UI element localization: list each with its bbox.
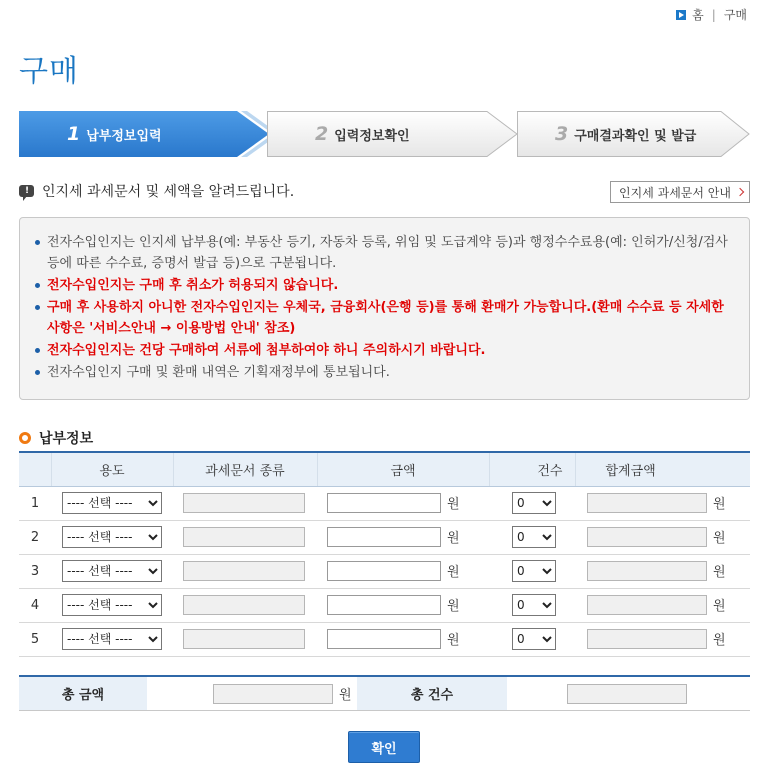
total-count-cell xyxy=(507,677,750,710)
payment-info-table xyxy=(19,451,750,657)
table-row xyxy=(19,486,750,520)
doc-type-field[interactable] xyxy=(183,595,305,615)
use-cell xyxy=(51,486,173,520)
use-select[interactable] xyxy=(62,492,162,514)
doc-type-field[interactable] xyxy=(183,493,305,513)
top-breadcrumb xyxy=(676,6,747,23)
count-cell xyxy=(489,554,575,588)
amount-input[interactable] xyxy=(327,595,441,615)
progress-steps xyxy=(19,111,750,159)
step-3-label: 구매결과확인 및 발급 xyxy=(574,128,697,144)
use-select[interactable] xyxy=(62,594,162,616)
sum-cell xyxy=(575,486,750,520)
notice-item: 전자수입인지는 인지세 납부용(예: 부동산 등기, 자동차 등록, 위임 및 도급계약 등)과 행정수수료용(예: 인허가/신청/검사 등에 따른 수수료, 증명서 발급 등)으로 구분됩니다. xyxy=(34,232,735,274)
sum-unit: 원 xyxy=(713,598,726,614)
table-row xyxy=(19,520,750,554)
doc-type-field[interactable] xyxy=(183,561,305,581)
row-index: 4 xyxy=(19,588,51,622)
table-row xyxy=(19,588,750,622)
amount-unit: 원 xyxy=(447,598,460,614)
row-index: 5 xyxy=(19,622,51,656)
count-cell xyxy=(489,588,575,622)
amount-unit: 원 xyxy=(447,564,460,580)
sum-field[interactable] xyxy=(587,527,707,547)
sum-cell xyxy=(575,622,750,656)
speech-bubble-icon: ! xyxy=(19,185,34,197)
page-title: 구매 xyxy=(19,54,79,89)
breadcrumb-current: 구매 xyxy=(723,8,747,22)
total-amount-cell xyxy=(147,677,377,710)
step-1-number: 1 xyxy=(67,123,81,145)
sum-cell xyxy=(575,554,750,588)
notice-heading xyxy=(19,181,294,201)
use-select[interactable] xyxy=(62,628,162,650)
sum-cell xyxy=(575,588,750,622)
step-2-number: 2 xyxy=(315,123,329,145)
sum-cell xyxy=(575,520,750,554)
section-title-text: 납부정보 xyxy=(39,431,94,447)
total-amount-field[interactable] xyxy=(213,684,333,704)
stamp-tax-guide-button[interactable] xyxy=(610,181,750,203)
sum-field[interactable] xyxy=(587,493,707,513)
amount-input[interactable] xyxy=(327,629,441,649)
total-count-label: 총 건수 xyxy=(357,677,507,710)
table-row xyxy=(19,554,750,588)
doc-type-cell xyxy=(173,486,317,520)
row-index: 3 xyxy=(19,554,51,588)
count-cell xyxy=(489,486,575,520)
amount-unit: 원 xyxy=(447,496,460,512)
table-row xyxy=(19,622,750,656)
row-index: 2 xyxy=(19,520,51,554)
section-title xyxy=(19,428,93,448)
sum-field[interactable] xyxy=(587,629,707,649)
col-amount: 금액 xyxy=(317,452,489,486)
amount-cell xyxy=(317,554,489,588)
sum-field[interactable] xyxy=(587,595,707,615)
notice-item: 전자수입인지 구매 및 환매 내역은 기획재정부에 통보됩니다. xyxy=(34,362,735,383)
breadcrumb-home-link[interactable]: 홈 xyxy=(692,8,704,22)
home-arrow-icon xyxy=(676,10,686,20)
sum-field[interactable] xyxy=(587,561,707,581)
total-amount-unit: 원 xyxy=(339,688,352,703)
count-select[interactable] xyxy=(512,492,556,514)
use-cell xyxy=(51,554,173,588)
amount-unit: 원 xyxy=(447,530,460,546)
confirm-button[interactable]: 확인 xyxy=(348,731,420,763)
guide-button-label: 인지세 과세문서 안내 xyxy=(619,185,731,200)
doc-type-field[interactable] xyxy=(183,629,305,649)
use-cell xyxy=(51,622,173,656)
doc-type-cell xyxy=(173,588,317,622)
count-select[interactable] xyxy=(512,526,556,548)
amount-unit: 원 xyxy=(447,632,460,648)
notice-item: 구매 후 사용하지 아니한 전자수입인지는 우체국, 금융회사(은행 등)를 통해 환매가 가능합니다.(환매 수수료 등 자세한 사항은 '서비스안내 → 이용방법 안내' 참조) xyxy=(34,297,735,339)
count-select[interactable] xyxy=(512,628,556,650)
use-cell xyxy=(51,588,173,622)
notice-item: 전자수입인지는 건당 구매하여 서류에 첨부하여야 하니 주의하시기 바랍니다. xyxy=(34,340,735,361)
step-3-number: 3 xyxy=(555,123,569,145)
col-count: 건수 xyxy=(489,452,575,486)
col-sum: 합계금액 xyxy=(575,452,750,486)
amount-input[interactable] xyxy=(327,561,441,581)
doc-type-cell xyxy=(173,622,317,656)
step-1 xyxy=(19,111,269,157)
use-cell xyxy=(51,520,173,554)
amount-cell xyxy=(317,588,489,622)
col-use: 용도 xyxy=(51,452,173,486)
total-amount-label: 총 금액 xyxy=(19,677,147,710)
count-select[interactable] xyxy=(512,594,556,616)
notice-heading-text: 인지세 과세문서 및 세액을 알려드립니다. xyxy=(42,184,295,200)
use-select[interactable] xyxy=(62,560,162,582)
sum-unit: 원 xyxy=(713,530,726,546)
notice-box xyxy=(19,217,750,400)
chevron-right-icon xyxy=(736,188,744,196)
total-count-field[interactable] xyxy=(567,684,687,704)
notice-item: 전자수입인지는 구매 후 취소가 허용되지 않습니다. xyxy=(34,275,735,296)
step-2-label: 입력정보확인 xyxy=(334,128,410,144)
breadcrumb-separator: | xyxy=(711,7,716,22)
amount-input[interactable] xyxy=(327,527,441,547)
sum-unit: 원 xyxy=(713,496,726,512)
totals-row xyxy=(19,675,750,711)
step-3 xyxy=(517,111,750,157)
notice-list xyxy=(34,232,735,383)
row-index: 1 xyxy=(19,486,51,520)
col-doc-type: 과세문서 종류 xyxy=(173,452,317,486)
amount-cell xyxy=(317,486,489,520)
use-select[interactable] xyxy=(62,526,162,548)
amount-input[interactable] xyxy=(327,493,441,513)
doc-type-cell xyxy=(173,554,317,588)
doc-type-cell xyxy=(173,520,317,554)
col-index xyxy=(19,452,51,486)
count-select[interactable] xyxy=(512,560,556,582)
amount-cell xyxy=(317,622,489,656)
count-cell xyxy=(489,622,575,656)
sum-unit: 원 xyxy=(713,564,726,580)
amount-cell xyxy=(317,520,489,554)
sum-unit: 원 xyxy=(713,632,726,648)
orange-ring-icon xyxy=(19,432,31,444)
step-2 xyxy=(267,111,517,157)
count-cell xyxy=(489,520,575,554)
step-1-label: 납부정보입력 xyxy=(86,128,162,144)
doc-type-field[interactable] xyxy=(183,527,305,547)
